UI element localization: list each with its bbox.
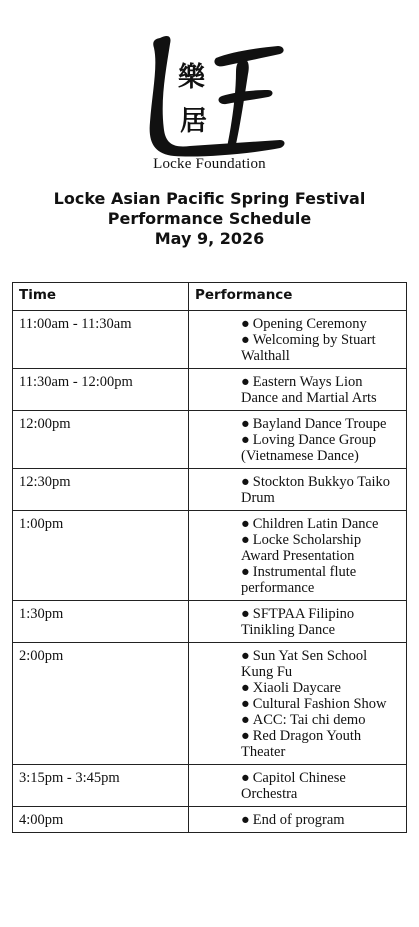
performance-item-label: Eastern Ways Lion Dance and Martial Arts [241,374,377,406]
performance-item [241,532,400,564]
performance-item-label: Xiaoli Daycare [252,680,341,696]
bullet-icon: ● [241,712,250,728]
performance-cell [189,643,407,765]
performance-item-label: Children Latin Dance [252,516,379,532]
festival-title: Locke Asian Pacific Spring Festival [53,189,366,208]
time-cell: 2:00pm [13,643,189,765]
bullet-icon: ● [241,812,250,828]
performance-item-label: Bayland Dance Troupe [252,416,387,432]
performance-item [241,474,400,506]
performance-item [241,712,400,728]
time-cell: 3:15pm - 3:45pm [13,765,189,807]
time-cell: 12:00pm [13,411,189,469]
time-cell: 11:00am - 11:30am [13,311,189,369]
bullet-icon: ● [241,532,250,548]
performance-item [241,680,400,696]
performance-item-label: End of program [252,812,345,828]
bullet-icon: ● [241,516,250,532]
bullet-icon: ● [241,770,250,786]
performance-item [241,564,400,596]
performance-cell [189,601,407,643]
table-header-row [13,283,407,311]
schedule-title: Performance Schedule [107,209,312,228]
time-cell: 1:00pm [13,511,189,601]
performance-item [241,696,400,712]
logo-character-bottom: 居 [180,106,207,137]
time-cell: 4:00pm [13,807,189,833]
table-row [13,411,407,469]
bullet-icon: ● [241,316,250,332]
bullet-icon: ● [241,374,250,390]
performance-item [241,812,400,828]
bullet-icon: ● [241,648,250,664]
table-row [13,601,407,643]
performance-item [241,432,400,464]
performance-item [241,606,400,638]
performance-item-label: Stockton Bukkyo Taiko Drum [241,474,391,506]
performance-item-label: Cultural Fashion Show [252,696,387,712]
event-date: May 9, 2026 [154,229,265,248]
performance-item-label: Sun Yat Sen School Kung Fu [241,648,368,680]
column-header-performance: Performance [189,283,407,311]
page-title [0,189,419,249]
performance-item-label: SFTPAA Filipino Tinikling Dance [241,606,355,638]
bullet-icon: ● [241,728,250,744]
table-row [13,765,407,807]
performance-cell [189,765,407,807]
performance-cell [189,807,407,833]
organization-name: Locke Foundation [153,156,266,172]
performance-item [241,770,400,802]
performance-schedule-table [12,282,407,833]
time-cell: 11:30am - 12:00pm [13,369,189,411]
performance-item [241,648,400,680]
table-row [13,807,407,833]
bullet-icon: ● [241,474,250,490]
performance-item [241,728,400,760]
performance-item [241,332,400,364]
performance-item-label: Instrumental flute performance [241,564,357,596]
schedule-body [13,311,407,833]
performance-item-label: Capitol Chinese Orchestra [241,770,346,802]
table-row [13,311,407,369]
bullet-icon: ● [241,332,250,348]
bullet-icon: ● [241,416,250,432]
performance-cell [189,511,407,601]
bullet-icon: ● [241,564,250,580]
bullet-icon: ● [241,432,250,448]
bullet-icon: ● [241,696,250,712]
bullet-icon: ● [241,680,250,696]
performance-item-label: ACC: Tai chi demo [252,712,366,728]
performance-item-label: Opening Ceremony [252,316,367,332]
table-row [13,469,407,511]
time-cell: 1:30pm [13,601,189,643]
performance-item-label: Welcoming by Stuart Walthall [241,332,376,364]
table-row [13,369,407,411]
performance-item [241,316,400,332]
logo-character-top: 樂 [178,62,205,93]
performance-cell [189,469,407,511]
performance-item [241,416,400,432]
column-header-time: Time [13,283,189,311]
performance-item-label: Loving Dance Group (Vietnamese Dance) [241,432,376,464]
table-row [13,511,407,601]
performance-item [241,374,400,406]
performance-cell [189,311,407,369]
time-cell: 12:30pm [13,469,189,511]
performance-item-label: Locke Scholarship Award Presentation [241,532,362,564]
performance-cell [189,369,407,411]
bullet-icon: ● [241,606,250,622]
table-row [13,643,407,765]
performance-cell [189,411,407,469]
performance-item [241,516,400,532]
performance-item-label: Red Dragon Youth Theater [241,728,362,760]
